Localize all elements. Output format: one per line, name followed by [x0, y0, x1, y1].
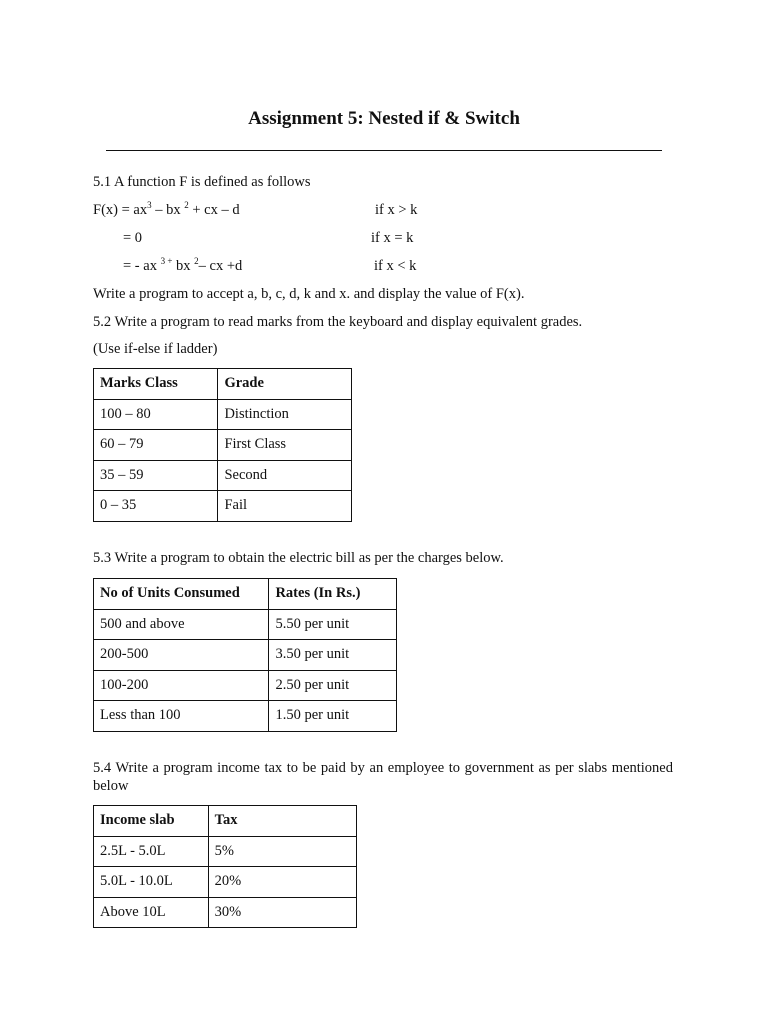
title-underline — [106, 150, 662, 151]
grades-table — [93, 368, 352, 522]
table-cell: 5.50 per unit — [269, 609, 397, 640]
q1-fx-rest: + cx – d — [188, 202, 240, 218]
table-cell: 35 – 59 — [94, 460, 218, 491]
header-cell: Grade — [218, 369, 352, 400]
header-cell: Marks Class — [94, 369, 218, 400]
q1-intro: 5.1 A function F is defined as follows — [93, 174, 311, 190]
table-cell: 200-500 — [94, 640, 269, 671]
electric-bill-table — [93, 578, 397, 732]
table-row — [94, 836, 357, 867]
table-cell: 0 – 35 — [94, 491, 218, 522]
page-title: Assignment 5: Nested if & Switch — [248, 108, 520, 129]
q1-fx-mid: – bx — [151, 202, 185, 218]
q2-note: (Use if-else if ladder) — [93, 341, 218, 357]
table-cell: 5.0L - 10.0L — [94, 867, 209, 898]
table-cell: 100 – 80 — [94, 399, 218, 430]
table-cell: 2.5L - 5.0L — [94, 836, 209, 867]
table-cell: Distinction — [218, 399, 352, 430]
table-cell: 20% — [208, 867, 356, 898]
table-row — [94, 460, 352, 491]
q1-condition2: if x = k — [371, 230, 414, 246]
q1-l3-exp2: 2 — [194, 256, 199, 266]
q1-fx-exp2: 2 — [184, 200, 189, 210]
q1-condition3: if x < k — [374, 258, 417, 274]
table-cell: 500 and above — [94, 609, 269, 640]
table-cell: Fail — [218, 491, 352, 522]
table-row — [94, 867, 357, 898]
q2-intro: 5.2 Write a program to read marks from the keyboard and display equivalent grades. — [93, 314, 583, 330]
table-header-row — [94, 369, 352, 400]
header-cell: Rates (In Rs.) — [269, 579, 397, 610]
q4-intro: 5.4 Write a program income tax to be paid by an employee to government as per slabs mentioned below — [93, 760, 673, 794]
income-tax-table — [93, 805, 357, 928]
q1-condition1: if x > k — [375, 202, 418, 218]
table-cell: Second — [218, 460, 352, 491]
table-cell: 5% — [208, 836, 356, 867]
table-cell: 30% — [208, 897, 356, 928]
q1-task: Write a program to accept a, b, c, d, k and x. and display the value of F(x). — [93, 286, 525, 302]
q1-l3-exp1: 3 + — [160, 256, 173, 266]
table-cell: 60 – 79 — [94, 430, 218, 461]
table-row — [94, 701, 397, 732]
table-row — [94, 399, 352, 430]
table-row — [94, 430, 352, 461]
table-row — [94, 640, 397, 671]
table-cell: 100-200 — [94, 670, 269, 701]
table-cell: 2.50 per unit — [269, 670, 397, 701]
table-cell: Less than 100 — [94, 701, 269, 732]
q1-l3-mid: bx — [172, 258, 195, 274]
header-cell: Income slab — [94, 806, 209, 837]
table-row — [94, 609, 397, 640]
q1-formula-line1 — [93, 202, 240, 219]
table-row — [94, 897, 357, 928]
header-cell: No of Units Consumed — [94, 579, 269, 610]
table-cell: 1.50 per unit — [269, 701, 397, 732]
table-cell: Above 10L — [94, 897, 209, 928]
table-row — [94, 491, 352, 522]
q1-l3-prefix: = - ax — [123, 258, 161, 274]
header-cell: Tax — [208, 806, 356, 837]
table-row — [94, 670, 397, 701]
table-header-row — [94, 806, 357, 837]
table-cell: 3.50 per unit — [269, 640, 397, 671]
q1-formula-line2: = 0 — [123, 230, 143, 246]
q1-l3-rest: – cx +d — [198, 258, 243, 274]
q1-fx-prefix: F(x) = ax — [93, 202, 148, 218]
table-header-row — [94, 579, 397, 610]
table-cell: First Class — [218, 430, 352, 461]
q3-intro: 5.3 Write a program to obtain the electric bill as per the charges below. — [93, 550, 504, 566]
q1-formula-line3 — [123, 258, 242, 275]
q1-fx-exp1: 3 — [147, 200, 152, 210]
